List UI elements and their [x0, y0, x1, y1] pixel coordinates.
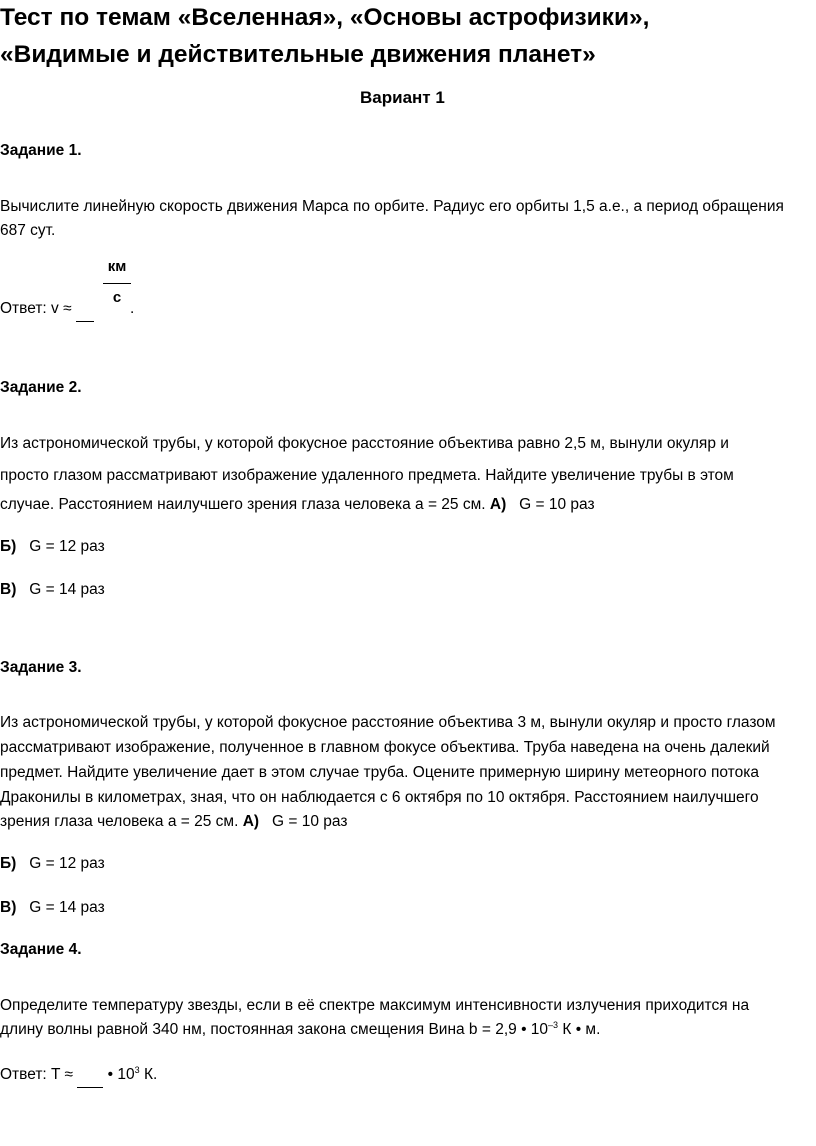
task-3-text-line-5-body: зрения глаза человека а = 25 см. — [0, 813, 239, 830]
task-2-option-b — [0, 535, 105, 559]
task-2-option-b-text: G = 12 раз — [29, 538, 105, 555]
task-3-option-c-label: В) — [0, 899, 17, 916]
task-3-option-a-label: А) — [242, 813, 260, 830]
task-4-exponent: –3 — [548, 1019, 559, 1030]
task-3-text-line-1: Из астрономической трубы, у которой фокусное расстояние объектива 3 м, вынули окуляр и просто глазом — [0, 714, 776, 731]
task-4-answer-suffix: К. — [139, 1066, 158, 1083]
task-3-option-b-label: Б) — [0, 855, 17, 872]
task-4-answer-prefix: Ответ: T ≈ — [0, 1066, 74, 1083]
task-4-answer-blank[interactable] — [77, 1063, 103, 1088]
task-2-text-line-3 — [0, 493, 595, 517]
task-1-text-line-2: 687 сут. — [0, 222, 56, 239]
task-2-text-line-3-body: случае. Расстоянием наилучшего зрения глаза человека а = 25 см. — [0, 496, 486, 513]
task-3-text-line-4: Драконилы в километрах, зная, что он наблюдается с 6 октября по 10 октября. Расстоянием наилучшего — [0, 789, 759, 806]
variant-heading: Вариант 1 — [360, 88, 445, 107]
task-3-option-b — [0, 852, 105, 876]
task-4-text-line-2-pre: длину волны равной 340 нм, постоянная закона смещения Вина b = 2,9 • 10 — [0, 1021, 549, 1038]
task-2-text-line-2: просто глазом рассматривают изображение удаленного предмета. Найдите увеличение трубы в этом — [0, 467, 734, 484]
page-title-line-1: Тест по темам «Вселенная», «Основы астрофизики», — [0, 4, 650, 31]
task-3-option-c-text: G = 14 раз — [29, 899, 105, 916]
task-1-unit-fraction-bar — [103, 283, 131, 284]
task-2-option-c-label: В) — [0, 581, 17, 598]
task-4-answer-exponent: 3 — [134, 1064, 140, 1075]
task-3-option-b-text: G = 12 раз — [29, 855, 105, 872]
task-4-heading: Задание 4. — [0, 941, 82, 958]
task-4-answer-mid: • 10 — [103, 1066, 135, 1083]
task-2-heading: Задание 2. — [0, 379, 82, 396]
task-1-answer — [0, 297, 94, 322]
task-2-option-a-label: А) — [489, 496, 507, 513]
task-1-heading: Задание 1. — [0, 142, 82, 159]
task-2-option-c — [0, 578, 105, 602]
task-4-text-line-1: Определите температуру звезды, если в её спектре максимум интенсивности излучения приходится на — [0, 997, 750, 1014]
task-3-text-line-2: рассматривают изображение, полученное в главном фокусе объектива. Труба наведена на очень далекий — [0, 739, 770, 756]
task-1-unit-denominator: с — [112, 289, 122, 306]
task-3-text-line-5 — [0, 810, 347, 834]
task-1-unit-numerator: км — [107, 258, 127, 275]
task-4-answer — [0, 1063, 157, 1088]
task-3-text-line-3: предмет. Найдите увеличение дает в этом случае труба. Оцените примерную ширину метеорного потока — [0, 764, 759, 781]
task-3-heading: Задание 3. — [0, 659, 82, 676]
task-4-text-line-2-post: К • м. — [558, 1021, 601, 1038]
task-2-option-c-text: G = 14 раз — [29, 581, 105, 598]
task-2-option-a-text: G = 10 раз — [519, 496, 595, 513]
task-3-option-c — [0, 896, 105, 920]
page-title-line-2: «Видимые и действительные движения планет» — [0, 41, 596, 68]
task-1-answer-suffix: . — [130, 300, 135, 317]
task-1-answer-blank[interactable] — [76, 297, 94, 322]
task-4-text-line-2 — [0, 1018, 600, 1042]
task-2-option-b-label: Б) — [0, 538, 17, 555]
task-1-answer-prefix: Ответ: v ≈ — [0, 300, 72, 317]
task-3-option-a-text: G = 10 раз — [272, 813, 348, 830]
task-1-text-line-1: Вычислите линейную скорость движения Марса по орбите. Радиус его орбиты 1,5 а.е., а период обращения — [0, 198, 784, 215]
task-2-text-line-1: Из астрономической трубы, у которой фокусное расстояние объектива равно 2,5 м, вынули окуляр и — [0, 435, 729, 452]
